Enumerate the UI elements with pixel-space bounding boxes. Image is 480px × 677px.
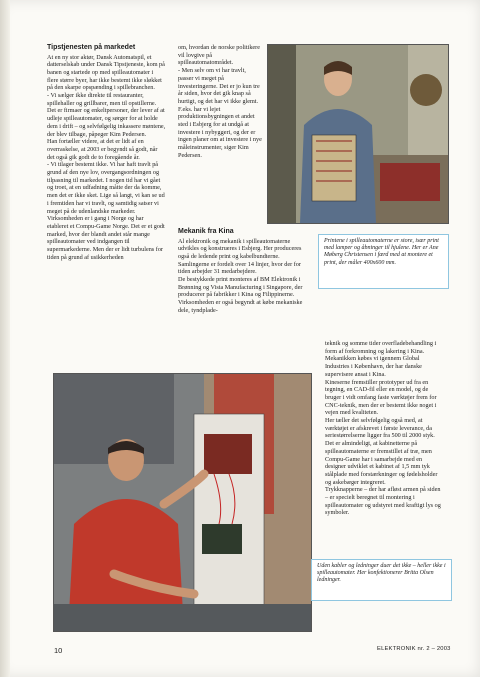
section-heading: Mekanik fra Kina: [178, 228, 234, 235]
paragraph: - Men selv om vi har travlt, passer vi meget på investeringerne. Det er jo kun tre år siden, hvor det gik knap så hurtigt, og det har vi ikke glemt. F.eks. har vi lejet produktionsbygningen et andet sted i Esbjerg for at undgå at investere i nybyggeri, og der er ingen planer om at investere i nye måleinstrumenter, siger Kim Pedersen.: [178, 67, 262, 159]
photo-illustration: [54, 374, 311, 631]
paragraph: At en ny stor aktør, Dansk Automatspil, et datterselskab under Dansk Tipstjeneste, kom på banen og startede op med spilleautomater i flere større byer, har ikke bestemt ikke sløkket på den skarpe opspænding i spillebranchen.: [47, 53, 165, 92]
text-column-3: [325, 340, 443, 517]
text-column-2-top: [178, 44, 262, 160]
text-column-2-bottom: [178, 228, 308, 315]
text-column-1: [47, 44, 166, 261]
page-spine-shadow: [0, 0, 10, 677]
photo-caption-1: Printene i spilleautomaterne er store, især print med lamper og åbninger til hjulene. Her er Ane Møberg Christensen i færd med at montere et print, der måler 400x600 mm.: [318, 234, 449, 289]
paragraph: Kineserne fremstiller prototyper ud fra en tegning, en CAD-fil eller en model, og de bruger i vidt omfang faste værktøjer frem for CNC-teknik, men der er bestemt ikke noget i vejen med kvaliteten.: [325, 378, 437, 417]
section-heading: Tipstjenesten på markedet: [47, 44, 136, 51]
paragraph: Det er almindeligt, at kabinetterne på spilleautomaterne er fremstillet af træ, men Compu-Game har i samarbejde med en designer udviklet et kabinet af 1,5 mm tyk stålplade med forstærkninger og fødelsholder og askebæger integreret.: [325, 440, 438, 486]
paragraph: Han fortæller videre, at det er lidt af en overraskelse, at 2003 er begyndt så godt, når det også gik godt de to foregående år.: [47, 138, 158, 161]
photo-technician-at-rig: [53, 373, 312, 632]
photo-worker-with-circuit-board: [267, 44, 449, 224]
paragraph: - Vi tilager bestemt ikke. Vi har haft travlt på grund af den nye lov, overgangsordningen og tilpasning til markedet. I nogen tid har vi gået og troet, at en udfadning måtte der da komme, men det er ikke sket. Lige så langt, vi kan se ud i fremtiden har vi travlt, og samtidig satser vi meget på de udenlandske markeder.: [47, 161, 165, 215]
page-number: 10: [54, 646, 63, 655]
photo-illustration: [268, 45, 448, 223]
paragraph: De bestykkede print monteres af BM Elektronik i Brønning og Vista Manufacturing i Singapore, der producerer på fabrikker i Kina og Filippinerne.: [178, 276, 303, 299]
paragraph: om, hvordan de norske politikere vil lovgive på spilleautomatområdet.: [178, 44, 260, 67]
paragraph: Virksomheden er i gang i Norge og har etableret et Compu-Game Norge. Det er et godt marked, hvor der blandt andet står mange spilleautomater ved indgangen til supermarkederne. Men der er lidt turbulens for tiden på grund af usikkerheden: [47, 215, 165, 261]
paragraph: Trykknapperne – der har afløst armen på siden – er specielt beregnet til montering i spilleautomater og udstyret med kraftigt lys og symboler.: [325, 486, 441, 517]
magazine-issue-label: ELEKTRONIK nr. 2 – 2003: [377, 646, 451, 652]
paragraph: Virksomheden er også begyndt at købe mekaniske dele, tyndplade-: [178, 299, 303, 314]
paragraph: - Vi sælger ikke direkte til restauranter, spillehaller og grillbarer, men til opstillerne. Det er firmaer og enkeltpersoner, der lever af at udleje spilleautomater, og sørger for at holde dem i drift – og selvfølgelig inkassere møntene, der blev tilbage, påpeger Kim Pedersen.: [47, 92, 166, 138]
paragraph: teknik og somme tider overfladebehandling i form af forkromning og lakering i Kina. Mekanikken købes vi igennem Global Industries i København, der har danske supervisere ansat i Kina.: [325, 340, 437, 378]
paragraph: Al elektronik og mekanik i spilleautomaterne udvikles og konstrueres i Esbjerg. Her produceres også de ledende print og kabelbundterne. Samlingerne er fordelt over 14 linjer, hvor der for tiden arbejder 31 medarbejdere.: [178, 237, 302, 276]
photo-caption-2: Uden kabler og ledninger duer det ikke – heller ikke i spilleautomater. Her konfektionerer Britta Olsen ledninger.: [311, 559, 452, 601]
paragraph: Her tæller det selvfølgelig også med, at værktøjet er afskrevet i første leverance, da seriestørrelserne ligger fra 500 til 2000 styk.: [325, 417, 435, 440]
